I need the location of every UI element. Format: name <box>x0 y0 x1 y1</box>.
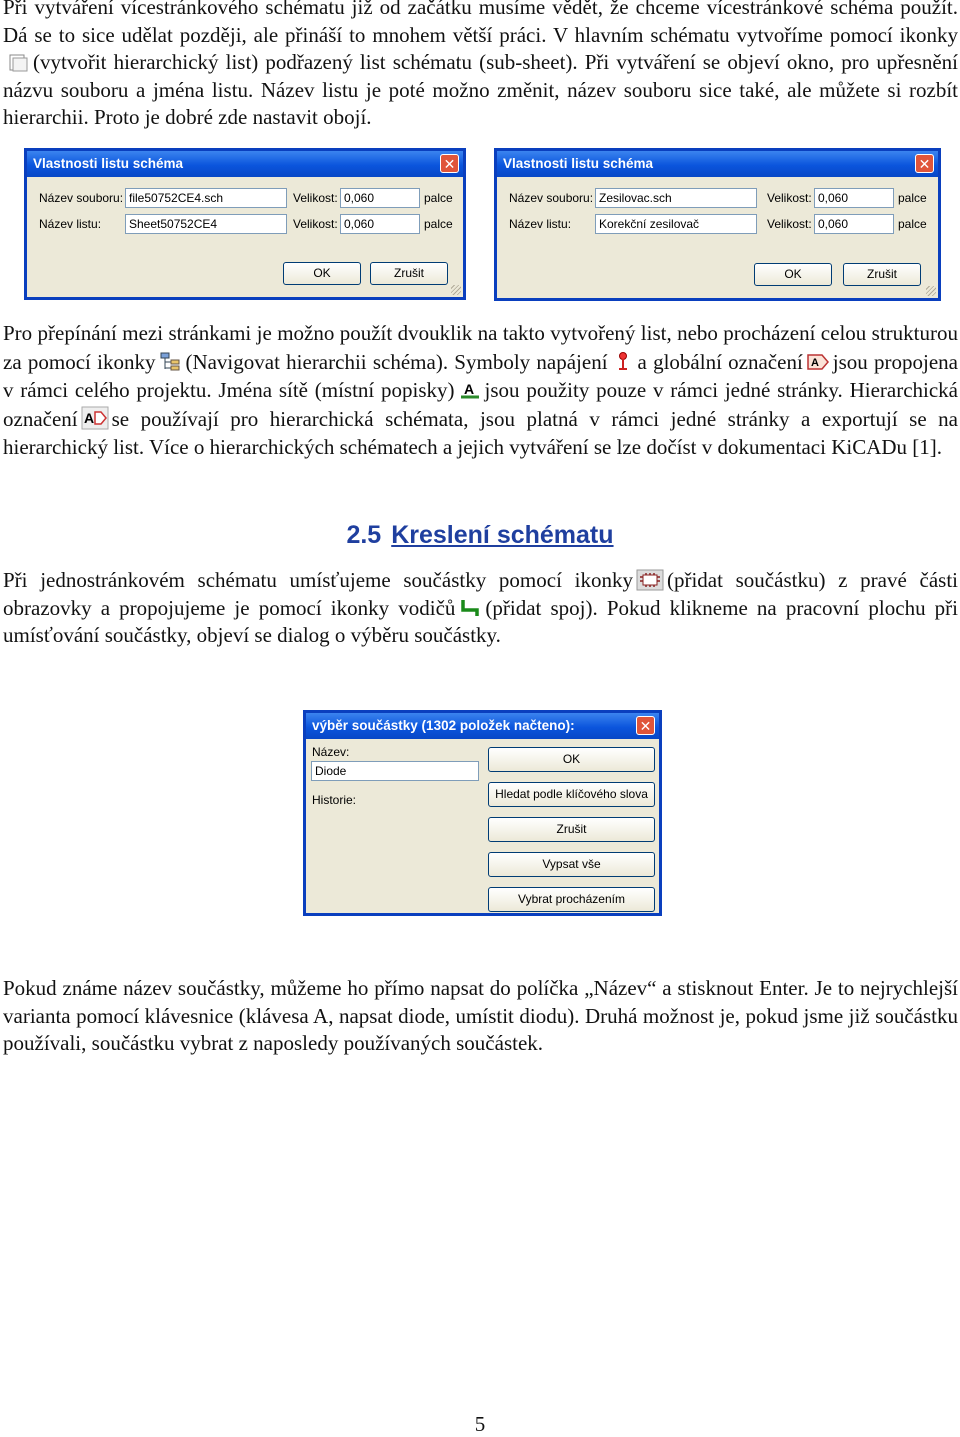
net-label-icon <box>458 379 482 401</box>
svg-text:A: A <box>463 381 474 397</box>
intro-text-b: (vytvořit hierarchický list) podřazený list schématu (sub-sheet). Při vytváření se objeví okno, pro upřesnění názvu souboru a jména listu. Název listu je poté možno změnit, název souboru sice také, ale můžete si rozbít hierarchii. Proto je dobré zde nastavit obojí. <box>3 50 958 130</box>
file-name-field[interactable]: file50752CE4.sch <box>125 188 287 208</box>
dialog-titlebar <box>306 713 659 739</box>
sheet-properties-dialog-right <box>494 148 941 301</box>
sheet-size-field[interactable]: 0,060 <box>340 214 420 234</box>
close-icon[interactable]: ✕ <box>636 716 655 735</box>
ok-button[interactable]: OK <box>754 263 832 286</box>
power-symbol-icon <box>611 351 635 373</box>
size-label: Velikost: <box>767 217 812 231</box>
list-all-button[interactable]: Vypsat vše <box>488 852 655 877</box>
navigation-paragraph <box>3 319 958 462</box>
nav-text-f: se používají pro hierarchická schémata, jsou platná v rámci jedné stránky a exportují se na hierarchický list. Více o hierarchických schématech a jejich vytváření se lze dočíst v dokumentaci KiCADu [1]. <box>3 406 958 459</box>
file-name-field[interactable]: Zesilovac.sch <box>595 188 757 208</box>
sheet-size-field[interactable]: 0,060 <box>814 214 894 234</box>
ok-button[interactable]: OK <box>283 262 361 285</box>
unit-label: palce <box>424 217 453 231</box>
nav-text-e: jsou použity pouze v rámci jedné stránky. Hierarchická označení <box>3 378 958 431</box>
global-label-icon <box>806 351 830 373</box>
hierarchical-sheet-icon <box>6 51 30 73</box>
sheet-name-field[interactable]: Korekční zesilovač <box>595 214 757 234</box>
nav-text-b: (Navigovat hierarchii schéma). Symboly napájení <box>185 349 608 374</box>
dialog-titlebar <box>27 151 463 177</box>
draw-text-a: Při jednostránkovém schématu umísťujeme součástky pomocí ikonky <box>3 568 633 592</box>
intro-text-a: Při vytváření vícestránkového schématu již od začátku musíme vědět, že chceme vícestránkové schéma použít. Dá se to sice udělat později, ale přináší to mnohem větší práci. V hlavním schématu vytvoříme pomocí ikonky <box>3 0 958 47</box>
drawing-paragraph <box>3 567 958 650</box>
sheet-name-field[interactable]: Sheet50752CE4 <box>125 214 287 234</box>
name-label: Název: <box>312 745 350 759</box>
add-component-icon <box>636 569 664 591</box>
dialog-titlebar <box>497 151 938 177</box>
close-icon[interactable]: ✕ <box>440 154 459 173</box>
file-size-field[interactable]: 0,060 <box>340 188 420 208</box>
component-name-input[interactable]: Diode <box>311 761 479 781</box>
unit-label: palce <box>424 191 453 205</box>
file-name-label: Název souboru: <box>509 191 594 205</box>
dialog-title: výběr součástky (1302 položek načteno): <box>312 718 575 733</box>
file-name-label: Název souboru: <box>39 191 124 205</box>
unit-label: palce <box>898 191 927 205</box>
cancel-button[interactable]: Zrušit <box>843 263 921 286</box>
dialog-title: Vlastnosti listu schéma <box>503 156 654 171</box>
file-size-field[interactable]: 0,060 <box>814 188 894 208</box>
browse-select-button[interactable]: Vybrat procházením <box>488 887 655 912</box>
draw-text-c: (přidat spoj). Pokud klikneme na pracovní plochu při umísťování součástky, objeví se dialog o výběru součástky. <box>3 595 959 648</box>
nav-text-c: a globální označení <box>637 349 803 374</box>
keyword-search-button[interactable]: Hledat podle klíčového slova <box>488 782 655 807</box>
ok-button[interactable]: OK <box>488 747 655 772</box>
section-number: 2.5 <box>346 521 382 549</box>
hierarchy-navigator-icon <box>158 351 182 373</box>
sheet-name-label: Název listu: <box>509 217 572 231</box>
size-label: Velikost: <box>293 217 338 231</box>
size-label: Velikost: <box>293 191 338 205</box>
section-heading <box>0 521 960 550</box>
page-number: 5 <box>474 1412 486 1436</box>
cancel-button[interactable]: Zrušit <box>370 262 448 285</box>
svg-text:A: A <box>810 356 819 369</box>
sheet-name-label: Název listu: <box>39 217 102 231</box>
outro-paragraph: Pokud známe název součástky, můžeme ho přímo napsat do políčka „Název“ a stisknout Enter. Je to nejrychlejší varianta pomocí klávesnice (klávesa A, napsat diode, umístit diodu). Druhá možnost je, pokud jsme již součástku používali, součástku vybrat z naposledy používaných součástek. <box>3 976 958 1056</box>
unit-label: palce <box>898 217 927 231</box>
dialog-title: Vlastnosti listu schéma <box>33 156 184 171</box>
size-label: Velikost: <box>767 191 812 205</box>
section-title: Kreslení schématu <box>391 521 614 549</box>
resize-grip[interactable] <box>451 285 461 295</box>
hierarchical-label-icon <box>81 406 109 428</box>
nav-text-a: Pro přepínání mezi stránkami je možno použít dvouklik na takto vytvořený list, nebo procházení celou strukturou za pomocí ikonky <box>3 321 958 374</box>
sheet-properties-dialog-left <box>24 148 466 300</box>
nav-text-d: jsou propojena v rámci celého projektu. Jména sítě (místní popisky) <box>3 349 958 402</box>
close-icon[interactable]: ✕ <box>915 154 934 173</box>
resize-grip[interactable] <box>926 286 936 296</box>
history-label: Historie: <box>312 793 357 807</box>
draw-text-b: (přidat součástku) z pravé části obrazovky a propojujeme je pomocí ikonky vodičů <box>3 568 959 620</box>
svg-text:A: A <box>83 409 94 426</box>
add-wire-icon <box>458 597 482 619</box>
component-selection-dialog <box>303 710 662 916</box>
cancel-button[interactable]: Zrušit <box>488 817 655 842</box>
intro-paragraph <box>3 0 958 132</box>
